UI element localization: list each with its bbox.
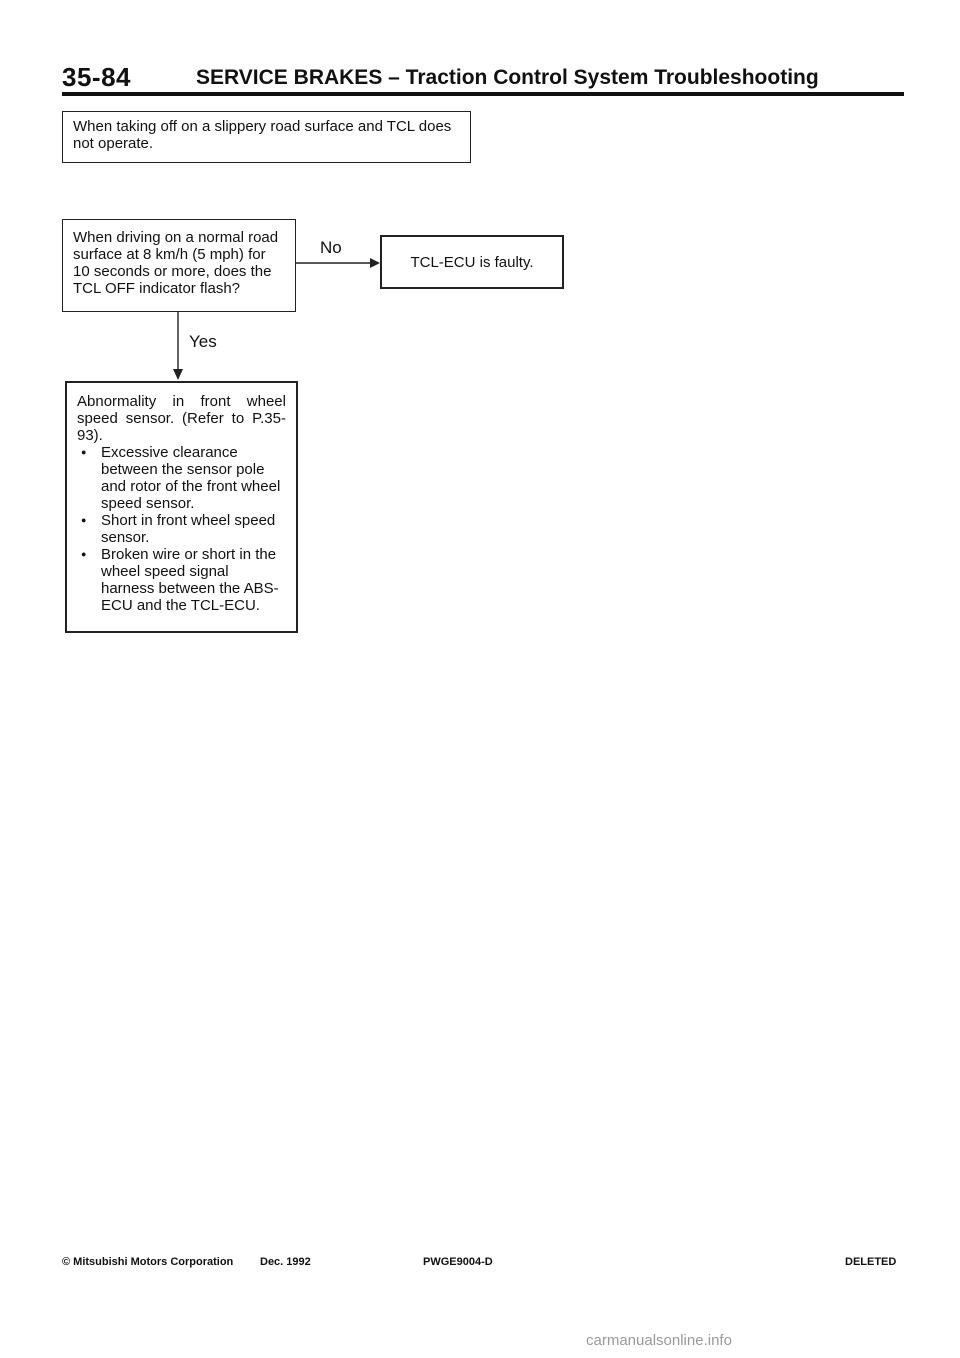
footer-copyright: © Mitsubishi Motors Corporation [62, 1256, 234, 1268]
no-result-text: TCL-ECU is faulty. [410, 253, 534, 271]
yes-result-intro: Abnormality in front wheel speed sensor. (Refer to P.35-93). [77, 393, 286, 444]
start-condition-text: When taking off on a slippery road surface and TCL does not operate. [73, 118, 452, 152]
no-arrowhead [370, 258, 380, 268]
question-box [62, 219, 296, 312]
footer-status: DELETED [845, 1256, 897, 1268]
cause-item: ● Excessive clearance between the sensor pole and rotor of the front wheel speed sensor. [77, 444, 286, 512]
page-title: SERVICE BRAKES – Traction Control System Troubleshooting [196, 66, 819, 89]
no-result-box [380, 235, 564, 289]
yes-result-box [65, 381, 298, 633]
cause-item: ● Short in front wheel speed sensor. [77, 512, 286, 546]
cause-list [77, 444, 286, 614]
start-condition-box [62, 111, 471, 163]
question-text: When driving on a normal road surface at 8 km/h (5 mph) for 10 seconds or more, does the TCL OFF indicator flash? [73, 229, 279, 297]
yes-arrowhead [173, 369, 183, 380]
cause-item: ● Broken wire or short in the wheel speed signal harness between the ABS-ECU and the TCL-ECU. [77, 546, 286, 614]
watermark: carmanualsonline.info [586, 1332, 732, 1349]
yes-branch-label: Yes [189, 332, 217, 351]
footer-date: Dec. 1992 [260, 1256, 311, 1268]
page-number: 35-84 [62, 62, 131, 92]
footer-doc-code: PWGE9004-D [423, 1256, 493, 1268]
no-branch-label: No [320, 238, 342, 257]
